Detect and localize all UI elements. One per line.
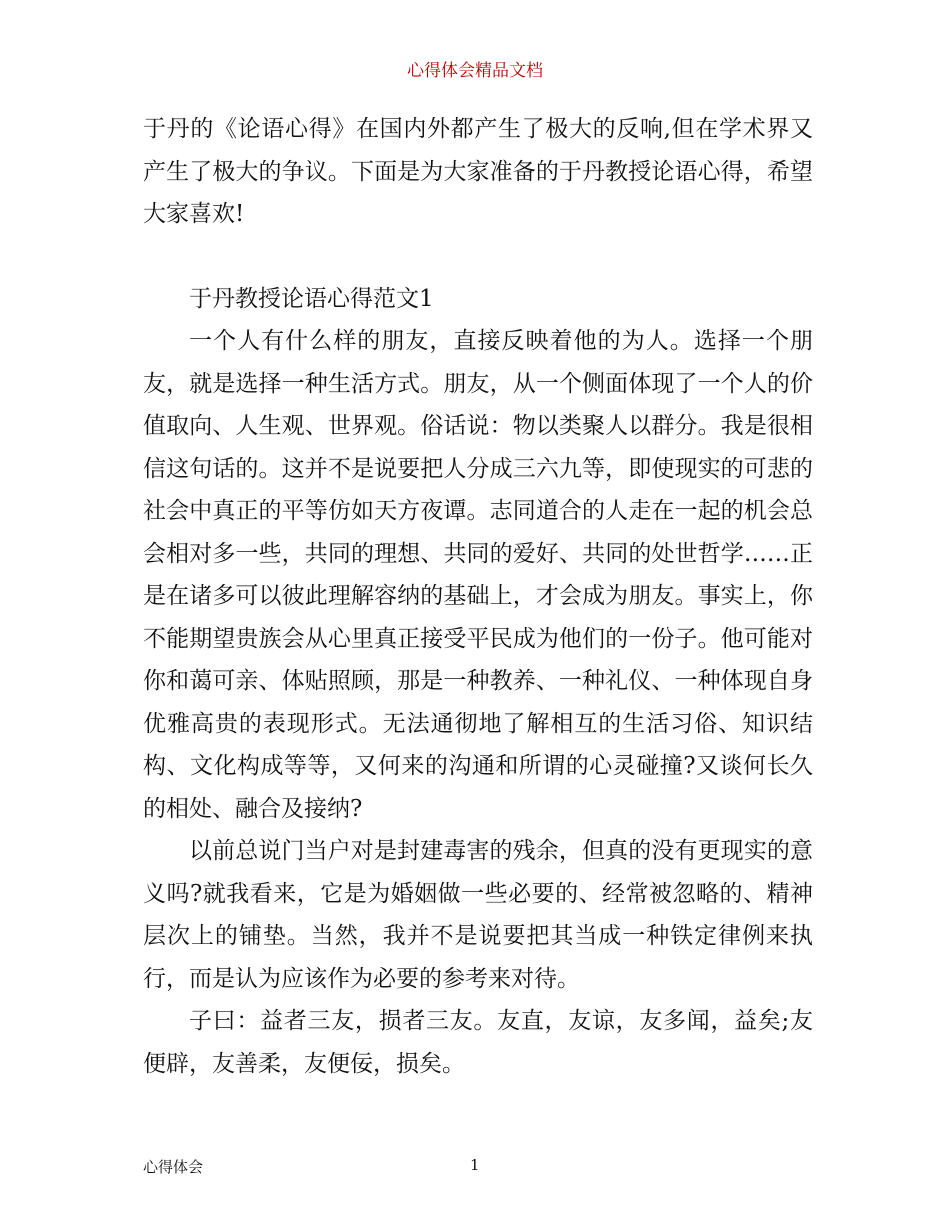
body-paragraph-1: 一个人有什么样的朋友，直接反映着他的为人。选择一个朋友，就是选择一种生活方式。朋友，从一个侧面体现了一个人的价值取向、人生观、世界观。俗话说：物以类聚人以群分。我是很相信这句话的。这并不是说要把人分成三六九等，即使现实的可悲的社会中真正的平等仿如天方夜谭。志同道合的人走在一起的机会总会相对多一些，共同的理想、共同的爱好、共同的处世哲学……正是在诸多可以彼此理解容纳的基础上，才会成为朋友。事实上，你不能期望贵族会从心里真正接受平民成为他们的一份子。他可能对你和蔼可亲、体贴照顾，那是一种教养、一种礼仪、一种体现自身优雅高贵的表现形式。无法通彻地了解相互的生活习俗、知识结构、文化构成等等，又何来的沟通和所谓的心灵碰撞?又谈何长久的相处、融合及接纳?	[143, 328, 813, 822]
section-heading: 于丹教授论语心得范文1	[189, 285, 434, 312]
page-header-title: 心得体会精品文档	[407, 61, 543, 81]
body-paragraph-3: 子曰：益者三友，损者三友。友直，友谅，友多闻，益矣;友便辟，友善柔，友便佞，损矣。	[143, 1008, 813, 1077]
intro-paragraph: 于丹的《论语心得》在国内外都产生了极大的反响,但在学术界又产生了极大的争议。下面是为大家准备的于丹教授论语心得，希望大家喜欢!	[143, 116, 813, 227]
body-paragraph-2: 以前总说门当户对是封建毒害的残余，但真的没有更现实的意义吗?就我看来，它是为婚姻做一些必要的、经常被忽略的、精神层次上的铺垫。当然，我并不是说要把其当成一种铁定律例来执行，而是认为应该作为必要的参考来对待。	[143, 838, 813, 992]
footer-label: 心得体会	[143, 1158, 204, 1176]
document-body	[143, 108, 813, 1085]
page-number: 1	[470, 1156, 480, 1174]
